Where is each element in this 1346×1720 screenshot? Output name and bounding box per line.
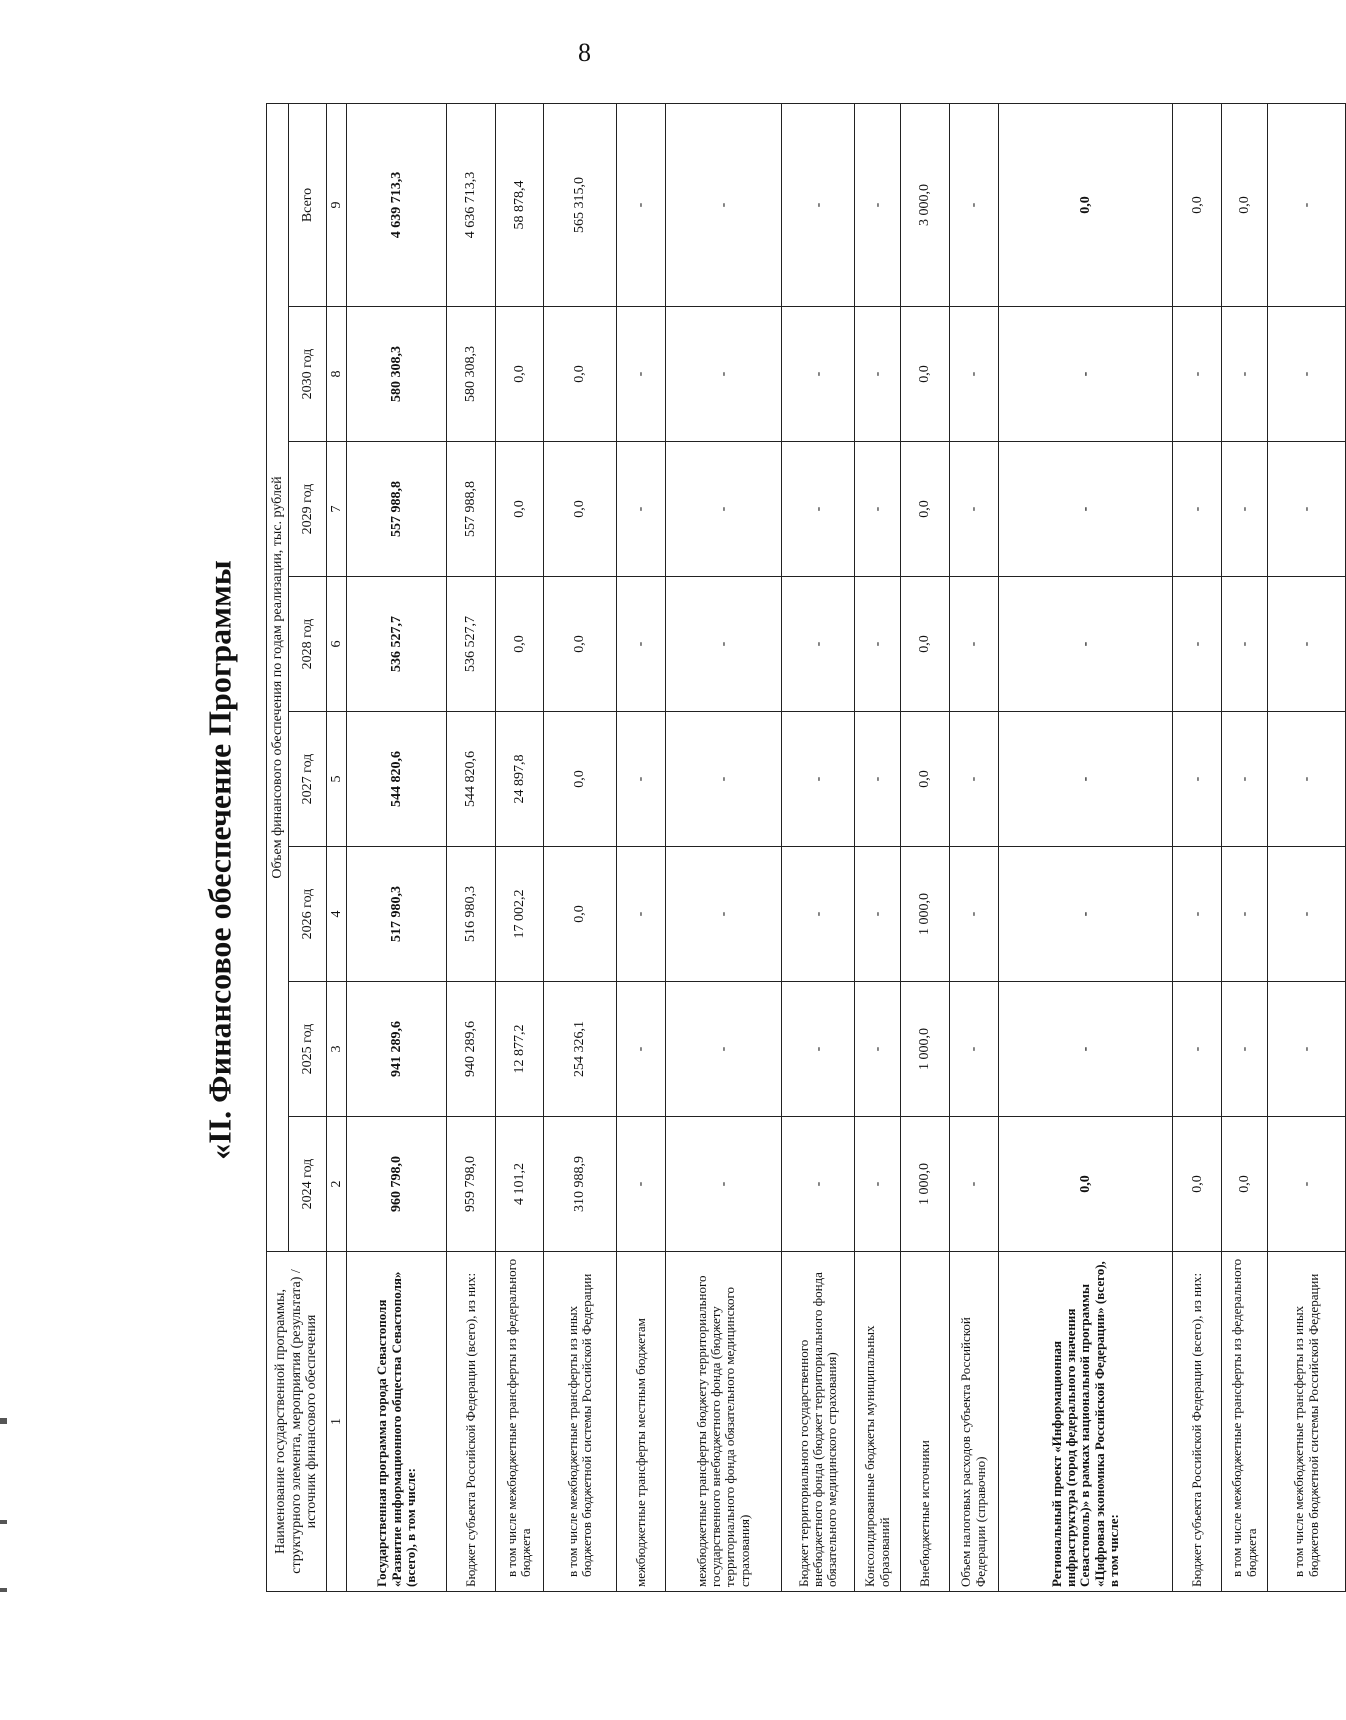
table-body	[347, 103, 1346, 1591]
table-row	[998, 103, 1173, 1591]
financing-table	[266, 103, 1346, 1592]
row-value-cell: 0,0	[998, 1117, 1173, 1252]
table-row	[782, 103, 855, 1591]
scan-mark	[0, 1418, 7, 1424]
row-value-cell: -	[782, 982, 855, 1117]
row-value-cell: 310 988,9	[544, 1117, 617, 1252]
section-title-text: «II. Финансовое обеспечение Программы	[201, 560, 238, 1160]
table-row	[901, 103, 950, 1591]
row-value-cell: 536 527,7	[447, 577, 496, 712]
row-value-cell: -	[1222, 442, 1268, 577]
row-value-cell: 0,0	[901, 307, 950, 442]
row-value-cell: 940 289,6	[447, 982, 496, 1117]
row-value-cell: 580 308,3	[447, 307, 496, 442]
row-name: Государственная программа города Севастополя «Развитие информационного общества Севастополя» (всего), в том числе:	[347, 1252, 447, 1592]
row-value-cell: 1 000,0	[901, 847, 950, 982]
header-name-column: Наименование государственной программы, структурного элемента, мероприятия (результата) / источник финансового обеспечения	[267, 1252, 327, 1592]
row-value-cell: -	[782, 442, 855, 577]
row-value-cell: 960 798,0	[347, 1117, 447, 1252]
row-name: Внебюджетные источники	[901, 1252, 950, 1592]
row-total-cell: -	[617, 103, 666, 306]
row-value-cell: 557 988,8	[347, 442, 447, 577]
row-value-cell: -	[782, 1117, 855, 1252]
row-value-cell: -	[855, 847, 901, 982]
row-value-cell: 0,0	[495, 307, 544, 442]
table-row	[447, 103, 496, 1591]
row-name: Объем налоговых расходов субъекта Российской Федерации (справочно)	[949, 1252, 998, 1592]
row-value-cell: -	[998, 982, 1173, 1117]
row-value-cell: -	[1268, 442, 1346, 577]
row-value-cell: -	[855, 577, 901, 712]
row-total-cell: -	[782, 103, 855, 306]
row-name: межбюджетные трансферты бюджету территориального государственного внебюджетного фонда (бюджету территориального фонда обязательного медицинского страхования)	[665, 1252, 782, 1592]
row-value-cell: 12 877,2	[495, 982, 544, 1117]
row-value-cell: -	[949, 712, 998, 847]
table-row	[544, 103, 617, 1591]
row-value-cell: 557 988,8	[447, 442, 496, 577]
row-value-cell: 544 820,6	[447, 712, 496, 847]
row-value-cell: -	[665, 982, 782, 1117]
row-value-cell: -	[998, 712, 1173, 847]
table-row	[1173, 103, 1222, 1591]
row-name: Бюджет территориального государственного внебюджетного фонда (бюджет территориального фонда обязательного медицинского страхования)	[782, 1252, 855, 1592]
row-total-cell: 3 000,0	[901, 103, 950, 306]
header-year: 2029 год	[289, 442, 327, 577]
row-value-cell: 516 980,3	[447, 847, 496, 982]
row-value-cell: -	[949, 577, 998, 712]
row-total-cell: 0,0	[1222, 103, 1268, 306]
row-value-cell: 0,0	[901, 712, 950, 847]
row-value-cell: -	[1222, 712, 1268, 847]
row-value-cell: 4 101,2	[495, 1117, 544, 1252]
table-row	[347, 103, 447, 1591]
column-number: 8	[327, 307, 347, 442]
row-value-cell: -	[949, 982, 998, 1117]
row-value-cell: -	[855, 982, 901, 1117]
row-value-cell: -	[1222, 307, 1268, 442]
row-value-cell: -	[617, 712, 666, 847]
row-value-cell: -	[949, 847, 998, 982]
row-name: в том числе межбюджетные трансферты из иных бюджетов бюджетной системы Российской Федерации	[1268, 1252, 1346, 1592]
row-value-cell: -	[998, 442, 1173, 577]
row-total-cell: 58 878,4	[495, 103, 544, 306]
row-total-cell: 4 636 713,3	[447, 103, 496, 306]
row-value-cell: 0,0	[544, 307, 617, 442]
row-value-cell: 941 289,6	[347, 982, 447, 1117]
row-name: Бюджет субъекта Российской Федерации (всего), из них:	[447, 1252, 496, 1592]
row-total-cell: -	[949, 103, 998, 306]
row-value-cell: -	[1222, 847, 1268, 982]
column-number: 3	[327, 982, 347, 1117]
table-row	[665, 103, 782, 1591]
row-name: Консолидированные бюджеты муниципальных образований	[855, 1252, 901, 1592]
page-number: 8	[578, 38, 591, 67]
row-value-cell: -	[998, 577, 1173, 712]
row-value-cell: -	[998, 307, 1173, 442]
header-year: 2024 год	[289, 1117, 327, 1252]
row-value-cell: 0,0	[495, 577, 544, 712]
column-number: 1	[327, 1252, 347, 1592]
row-value-cell: -	[1268, 982, 1346, 1117]
row-value-cell: -	[782, 307, 855, 442]
row-value-cell: -	[665, 847, 782, 982]
row-name: в том числе межбюджетные трансферты из федерального бюджета	[495, 1252, 544, 1592]
row-value-cell: -	[665, 712, 782, 847]
row-value-cell: -	[665, 577, 782, 712]
row-value-cell: 17 002,2	[495, 847, 544, 982]
row-value-cell: -	[782, 712, 855, 847]
column-number: 6	[327, 577, 347, 712]
row-value-cell: 0,0	[1222, 1117, 1268, 1252]
row-value-cell: -	[665, 1117, 782, 1252]
row-value-cell: -	[1173, 307, 1222, 442]
row-value-cell: 254 326,1	[544, 982, 617, 1117]
row-value-cell: -	[617, 577, 666, 712]
row-value-cell: -	[1173, 982, 1222, 1117]
row-value-cell: -	[1268, 307, 1346, 442]
row-value-cell: -	[998, 847, 1173, 982]
row-value-cell: -	[1173, 442, 1222, 577]
row-value-cell: -	[1268, 577, 1346, 712]
scan-mark	[0, 1588, 7, 1592]
row-value-cell: -	[1268, 712, 1346, 847]
table-row	[1222, 103, 1268, 1591]
row-name: Региональный проект «Информационная инфраструктура (город федерального значения Севастополь)» в рамках национальной программы «Цифровая экономика Российской Федерации» (всего), в том числе:	[998, 1252, 1173, 1592]
row-value-cell: -	[665, 442, 782, 577]
row-value-cell: 1 000,0	[901, 982, 950, 1117]
row-value-cell: -	[1268, 1117, 1346, 1252]
row-value-cell: -	[949, 442, 998, 577]
row-total-cell: -	[855, 103, 901, 306]
row-value-cell: -	[782, 577, 855, 712]
row-value-cell: 517 980,3	[347, 847, 447, 982]
row-total-cell: 0,0	[1173, 103, 1222, 306]
row-name: Бюджет субъекта Российской Федерации (всего), из них:	[1173, 1252, 1222, 1592]
table-row	[855, 103, 901, 1591]
row-value-cell: -	[855, 1117, 901, 1252]
financing-table-wrap	[266, 104, 1346, 1592]
row-name: в том числе межбюджетные трансферты из федерального бюджета	[1222, 1252, 1268, 1592]
row-value-cell: 536 527,7	[347, 577, 447, 712]
header-year: 2028 год	[289, 577, 327, 712]
row-value-cell: -	[949, 307, 998, 442]
header-year: 2027 год	[289, 712, 327, 847]
row-value-cell: 580 308,3	[347, 307, 447, 442]
scan-mark	[0, 1520, 7, 1524]
row-value-cell: 0,0	[544, 847, 617, 982]
column-number: 9	[327, 103, 347, 306]
row-value-cell: -	[949, 1117, 998, 1252]
row-value-cell: 0,0	[901, 442, 950, 577]
row-value-cell: 959 798,0	[447, 1117, 496, 1252]
row-value-cell: -	[1173, 712, 1222, 847]
row-value-cell: -	[1268, 847, 1346, 982]
row-value-cell: -	[1222, 577, 1268, 712]
row-value-cell: 0,0	[544, 712, 617, 847]
row-value-cell: -	[617, 442, 666, 577]
row-value-cell: -	[855, 442, 901, 577]
row-value-cell: -	[782, 847, 855, 982]
row-value-cell: 0,0	[495, 442, 544, 577]
row-total-cell: 565 315,0	[544, 103, 617, 306]
table-row	[495, 103, 544, 1591]
row-value-cell: 1 000,0	[901, 1117, 950, 1252]
row-value-cell: -	[855, 307, 901, 442]
row-value-cell: 0,0	[544, 442, 617, 577]
header-year: 2030 год	[289, 307, 327, 442]
row-value-cell: 24 897,8	[495, 712, 544, 847]
row-value-cell: -	[1173, 847, 1222, 982]
column-number: 5	[327, 712, 347, 847]
column-number: 4	[327, 847, 347, 982]
table-row	[617, 103, 666, 1591]
row-value-cell: 0,0	[1173, 1117, 1222, 1252]
row-value-cell: -	[617, 982, 666, 1117]
header-year: 2025 год	[289, 982, 327, 1117]
row-value-cell: -	[855, 712, 901, 847]
row-value-cell: -	[617, 307, 666, 442]
row-value-cell: -	[617, 847, 666, 982]
table-row	[1268, 103, 1346, 1591]
row-value-cell: -	[665, 307, 782, 442]
header-total: Всего	[289, 103, 327, 306]
header-funding-group: Объем финансового обеспечения по годам реализации, тыс. рублей	[267, 103, 289, 1251]
row-value-cell: 0,0	[544, 577, 617, 712]
row-value-cell: -	[617, 1117, 666, 1252]
row-name: межбюджетные трансферты местным бюджетам	[617, 1252, 666, 1592]
row-name: в том числе межбюджетные трансферты из иных бюджетов бюджетной системы Российской Федерации	[544, 1252, 617, 1592]
row-value-cell: 0,0	[901, 577, 950, 712]
column-number: 2	[327, 1117, 347, 1252]
row-value-cell: -	[1173, 577, 1222, 712]
row-value-cell: -	[1222, 982, 1268, 1117]
table-row	[949, 103, 998, 1591]
row-total-cell: 4 639 713,3	[347, 103, 447, 306]
row-total-cell: -	[1268, 103, 1346, 306]
header-year: 2026 год	[289, 847, 327, 982]
column-number: 7	[327, 442, 347, 577]
row-value-cell: 544 820,6	[347, 712, 447, 847]
row-total-cell: 0,0	[998, 103, 1173, 306]
row-total-cell: -	[665, 103, 782, 306]
